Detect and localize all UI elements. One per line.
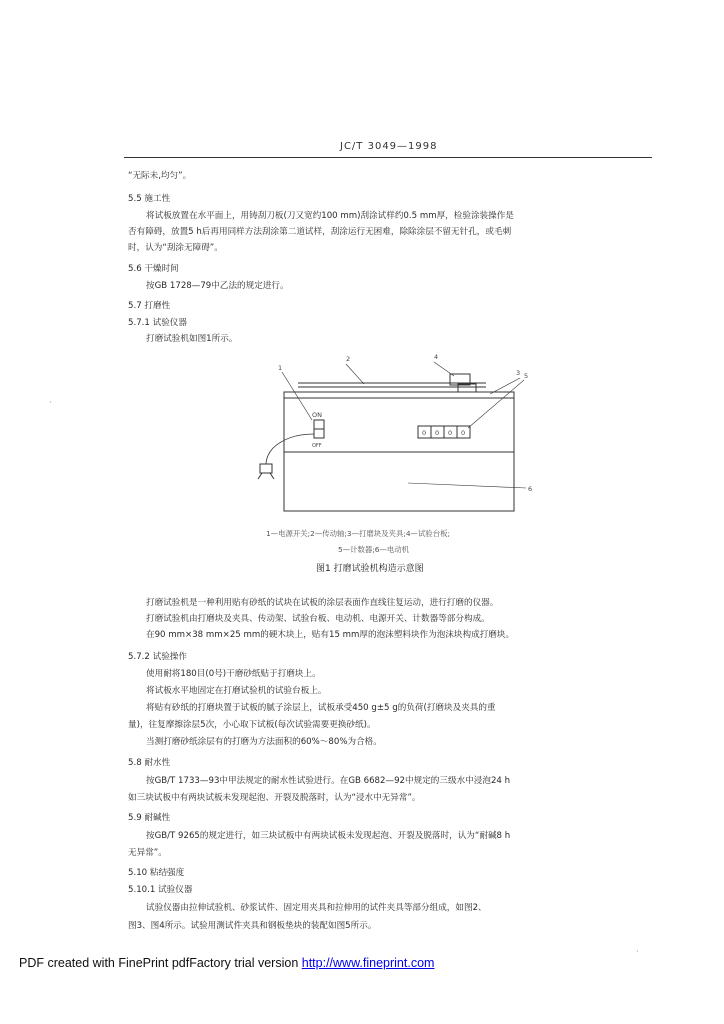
- header-rule: [124, 157, 652, 158]
- counter-digit: 0: [435, 429, 440, 437]
- label-5: 5: [524, 372, 529, 380]
- paragraph-line: 将试板放置在水平面上，用铸刮刀板(刀又宽约100 mm)刮涂试样约0.5 mm厚，检验涂装操作是: [146, 211, 514, 221]
- switch-off-label: OFF: [312, 443, 322, 449]
- paragraph-line: 时，认为“刮涂无障碍”。: [128, 243, 223, 253]
- paragraph-line: 按GB 1728—79中乙法的规定进行。: [146, 281, 289, 291]
- section-heading: 5.7 打磨性: [128, 301, 171, 311]
- section-heading: 5.9 耐碱性: [128, 813, 171, 823]
- section-heading: 5.8 耐水性: [128, 758, 171, 768]
- section-heading: 5.5 施工性: [128, 194, 171, 204]
- power-cord: [266, 434, 314, 464]
- paragraph-line: 使用耐将180目(0号)干磨砂纸贴于打磨块上。: [146, 669, 321, 679]
- footer-text: PDF created with FinePrint pdfFactory trial version: [19, 956, 302, 970]
- paragraph-line: “无际未,均匀”。: [128, 171, 192, 181]
- paragraph-line: 打磨试验机由打磨块及夹具、传动架、试验台板、电动机、电源开关、计数器等部分构成。: [146, 614, 490, 624]
- power-plug: [260, 464, 272, 473]
- label-4: 4: [434, 353, 439, 361]
- counter-digit: 0: [448, 429, 453, 437]
- figure-legend-line-2: 5—计数器;6—电动机: [338, 545, 410, 554]
- paragraph-line: 试验仪器由拉伸试验机、砂浆试件、固定用夹具和拉伸用的试件夹具等部分组成，如图2、: [146, 903, 487, 913]
- figure-legend-line-1: 1—电源开关;2—传动轴;3—打磨块及夹具;4—试验台板;: [266, 529, 450, 538]
- section-heading: 5.10 粘结强度: [128, 868, 185, 878]
- paragraph-line: 将贴有砂纸的打磨块置于试板的腻子涂层上，试板承受450 g±5 g的负荷(打磨块及夹具的重: [146, 703, 496, 713]
- counter-digit: 0: [422, 429, 427, 437]
- label-6: 6: [528, 485, 533, 493]
- label-3: 3: [516, 369, 521, 377]
- paragraph-line: 按GB/T 1733—93中甲法规定的耐水性试验进行。在GB 6682—92中规定的三级水中浸泡24 h: [146, 776, 511, 786]
- figure-title: 图1 打磨试验机构造示意图: [316, 564, 424, 574]
- paragraph-line: 打磨试验机如图1所示。: [146, 334, 238, 344]
- paragraph-line: 将试板水平地固定在打磨试验机的试验台板上。: [146, 686, 327, 696]
- switch-on-label: ON: [312, 411, 322, 419]
- subsection-heading: 5.10.1 试验仪器: [128, 885, 193, 895]
- paragraph-line: 在90 mm×38 mm×25 mm的硬木块上，贴有15 mm厚的泡沫塑料块作为泡沫块构成打磨块。: [146, 630, 515, 640]
- paragraph-line: 无异常”。: [128, 848, 167, 858]
- paragraph-line: 当测打磨砂纸涂层有的打磨为方法面积的60%～80%为合格。: [146, 737, 382, 747]
- paragraph-line: 按GB/T 9265的规定进行，如三块试板中有两块试板未发现起泡、开裂及脱落时，认为“耐碱8 h: [146, 831, 511, 841]
- pdf-footer: [19, 956, 434, 970]
- standard-code-header: JC/T 3049—1998: [340, 141, 438, 152]
- paragraph-line: 量)，往复摩擦涂层5次，小心取下试板(每次试验需要更换砂纸)。: [128, 720, 376, 730]
- label-2: 2: [346, 355, 351, 363]
- fineprint-link[interactable]: http://www.fineprint.com: [301, 956, 435, 970]
- paragraph-line: 如三块试板中有两块试板未发现起泡、开裂及脱落时，认为“浸水中无异常”。: [128, 793, 421, 803]
- label-1: 1: [278, 364, 283, 372]
- section-heading: 5.6 干燥时间: [128, 264, 179, 274]
- paragraph-line: 打磨试验机是一种利用贴有砂纸的试块在试板的涂层表面作直线往复运动，进行打磨的仪器。: [146, 598, 499, 608]
- scan-speck: ·: [636, 947, 639, 956]
- paragraph-line: 否有障碍，放置5 h后再用同样方法刮涂第二道试样，刮涂运行无困难，除除涂层不留无针孔，或毛刺: [128, 227, 512, 237]
- scan-speck: ·: [49, 398, 52, 407]
- paragraph-line: 图3、图4所示。试验用测试件夹具和钢板垫块的装配如图5所示。: [128, 921, 377, 931]
- subsection-heading: 5.7.2 试验操作: [128, 652, 187, 662]
- test-table-plate: [284, 392, 514, 398]
- subsection-heading: 5.7.1 试验仪器: [128, 318, 187, 328]
- figure-1-diagram: [228, 348, 558, 513]
- counter-digit: 0: [461, 429, 466, 437]
